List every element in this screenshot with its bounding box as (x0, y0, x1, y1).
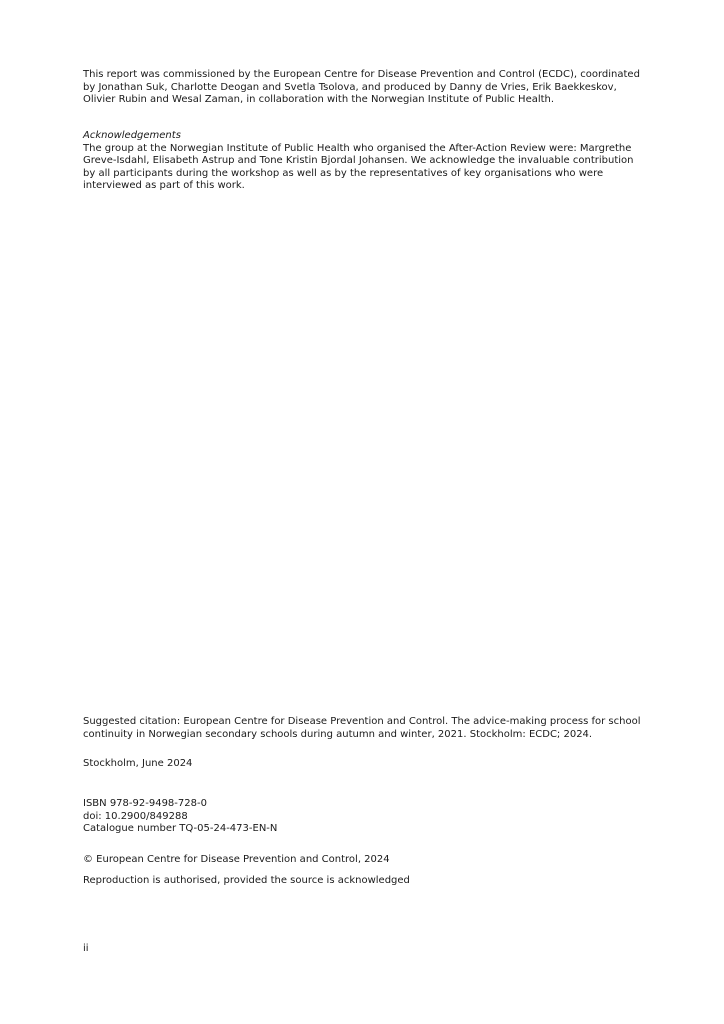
place-date: Stockholm, June 2024 (83, 758, 193, 769)
acknowledgements-heading: Acknowledgements (83, 130, 181, 141)
commission-statement: This report was commissioned by the European Centre for Disease Prevention and Control (ECDC), coordinated by Jonathan Suk, Charlotte Deogan and Svetla Tsolova, and produced by Danny de Vries, Erik Baekkeskov, Olivier Rubin and Wesal Zaman, in collaboration with the Norwegian Institute of Public Health. (83, 69, 640, 106)
copyright-notice: © European Centre for Disease Prevention and Control, 2024 (83, 854, 390, 865)
isbn: ISBN 978-92-9498-728-0 (83, 798, 207, 809)
acknowledgements-section (83, 130, 648, 193)
suggested-citation: Suggested citation: European Centre for Disease Prevention and Control. The advice-making process for school continuity in Norwegian secondary schools during autumn and winter, 2021. Stockholm: ECDC; 2024. (83, 716, 641, 740)
acknowledgements-body: The group at the Norwegian Institute of Public Health who organised the After-Action Review were: Margrethe Greve-Isdahl, Elisabeth Astrup and Tone Kristin Bjordal Johansen. We acknowledge the invaluable contribution by all participants during the workshop as well as by the representatives of key organisations who were interviewed as part of this work. (83, 142, 634, 192)
publication-identifiers (83, 798, 277, 836)
reproduction-notice: Reproduction is authorised, provided the source is acknowledged (83, 875, 410, 886)
page-number: ii (83, 943, 89, 954)
doi: doi: 10.2900/849288 (83, 810, 188, 822)
catalogue-number: Catalogue number TQ-05-24-473-EN-N (83, 823, 278, 835)
